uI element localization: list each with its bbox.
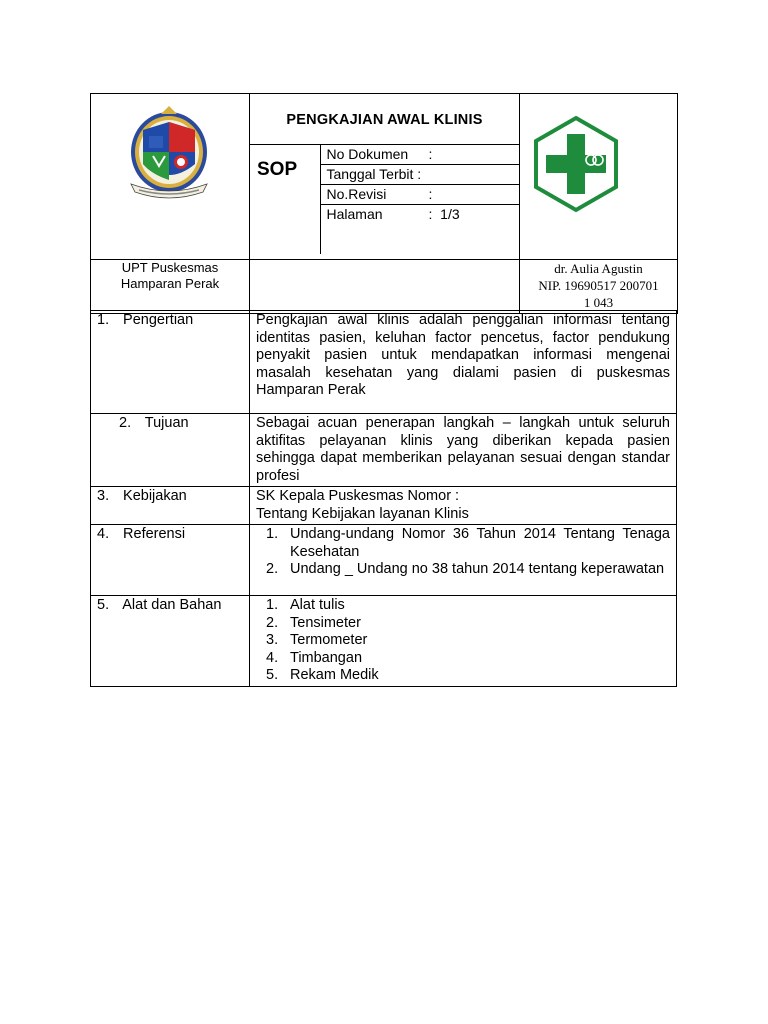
section-label-cell: 5. Alat dan Bahan: [91, 596, 250, 687]
list-item: 2. Undang _ Undang no 38 tahun 2014 tentang keperawatan: [266, 561, 665, 577]
list-item: 5. Rekam Medik: [266, 667, 379, 683]
section-text: Sebagai acuan penerapan langkah – langkah untuk seluruh aktifitas pelayanan klinis yang diberikan kepada pasien sehingga dapat memberikan pelayanan sesuai dengan standar profesi: [250, 414, 677, 487]
section-label-cell: 3. Kebijakan: [91, 487, 250, 525]
header-table: [90, 93, 678, 314]
puskesmas-logo-cell: [520, 94, 678, 260]
title-block: [250, 94, 520, 260]
meta-row-halaman: Halaman : 1/3: [326, 206, 460, 222]
list-item: 1. Undang-undang Nomor 36 Tahun 2014 Tentang Tenaga Kesehatan: [266, 526, 670, 560]
list-item: 2. Tensimeter: [266, 614, 361, 631]
section-row-alat-bahan: [91, 596, 677, 687]
section-label-cell: 2. Tujuan: [91, 414, 250, 487]
sop-cell: [250, 145, 320, 255]
meta-row-no-dokumen: No Dokumen :: [321, 145, 520, 165]
section-row-tujuan: [91, 414, 677, 487]
section-content: [250, 525, 677, 596]
signer-name: dr. Aulia Agustin: [554, 261, 643, 276]
reference-list: [256, 526, 670, 579]
section-row-pengertian: [91, 311, 677, 414]
section-content: [250, 596, 677, 687]
sop-body-table: [90, 310, 677, 687]
regency-emblem-icon: [91, 94, 250, 254]
signer-cell: [520, 260, 678, 314]
unit-name-line2: Hamparan Perak: [120, 276, 220, 291]
meta-row-tanggal-terbit: Tanggal Terbit :: [321, 165, 520, 185]
section-content: [250, 487, 677, 525]
section-label: Pengertian: [123, 312, 194, 328]
section-text: Pengkajian awal klinis adalah penggalian informasi tentang identitas pasien, keluhan factor pencetus, factor pendukung penyakit pasien untuk mendapatkan informasi mengenai masalah kesehatan yang dialami pasien di puskesmas Hamparan Perak: [250, 311, 677, 414]
puskesmas-logo-icon: [520, 94, 678, 234]
section-label-cell: 1. Pengertian: [91, 311, 250, 414]
sop-label: SOP: [257, 159, 298, 180]
list-item: 4. Timbangan: [266, 649, 363, 666]
list-item: 3. Termometer: [266, 632, 368, 648]
metadata-cell: [320, 145, 519, 255]
section-label: Referensi: [123, 526, 186, 542]
section-label: Alat dan Bahan: [122, 597, 222, 613]
signer-nip-line1: NIP. 19690517 200701: [538, 278, 659, 293]
regency-logo-cell: [91, 94, 250, 260]
unit-name-cell: [91, 260, 250, 314]
list-item: 1. Alat tulis: [266, 597, 345, 613]
metadata-table: [321, 145, 520, 224]
policy-line1: SK Kepala Puskesmas Nomor :: [256, 488, 460, 504]
section-row-kebijakan: [91, 487, 677, 525]
policy-line2: Tentang Kebijakan layanan Klinis: [256, 505, 469, 522]
meta-row-no-revisi: No.Revisi :: [321, 185, 520, 205]
section-label-cell: 4. Referensi: [91, 525, 250, 596]
unit-name-line1: UPT Puskesmas: [121, 260, 219, 275]
empty-middle-cell: [250, 260, 520, 314]
tools-list: [256, 597, 670, 685]
section-label: Kebijakan: [123, 488, 187, 504]
section-row-referensi: [91, 525, 677, 596]
signer-nip-line2: 1 043: [583, 295, 614, 310]
document-title: PENGKAJIAN AWAL KLINIS: [286, 112, 483, 128]
section-label: Tujuan: [144, 415, 189, 431]
